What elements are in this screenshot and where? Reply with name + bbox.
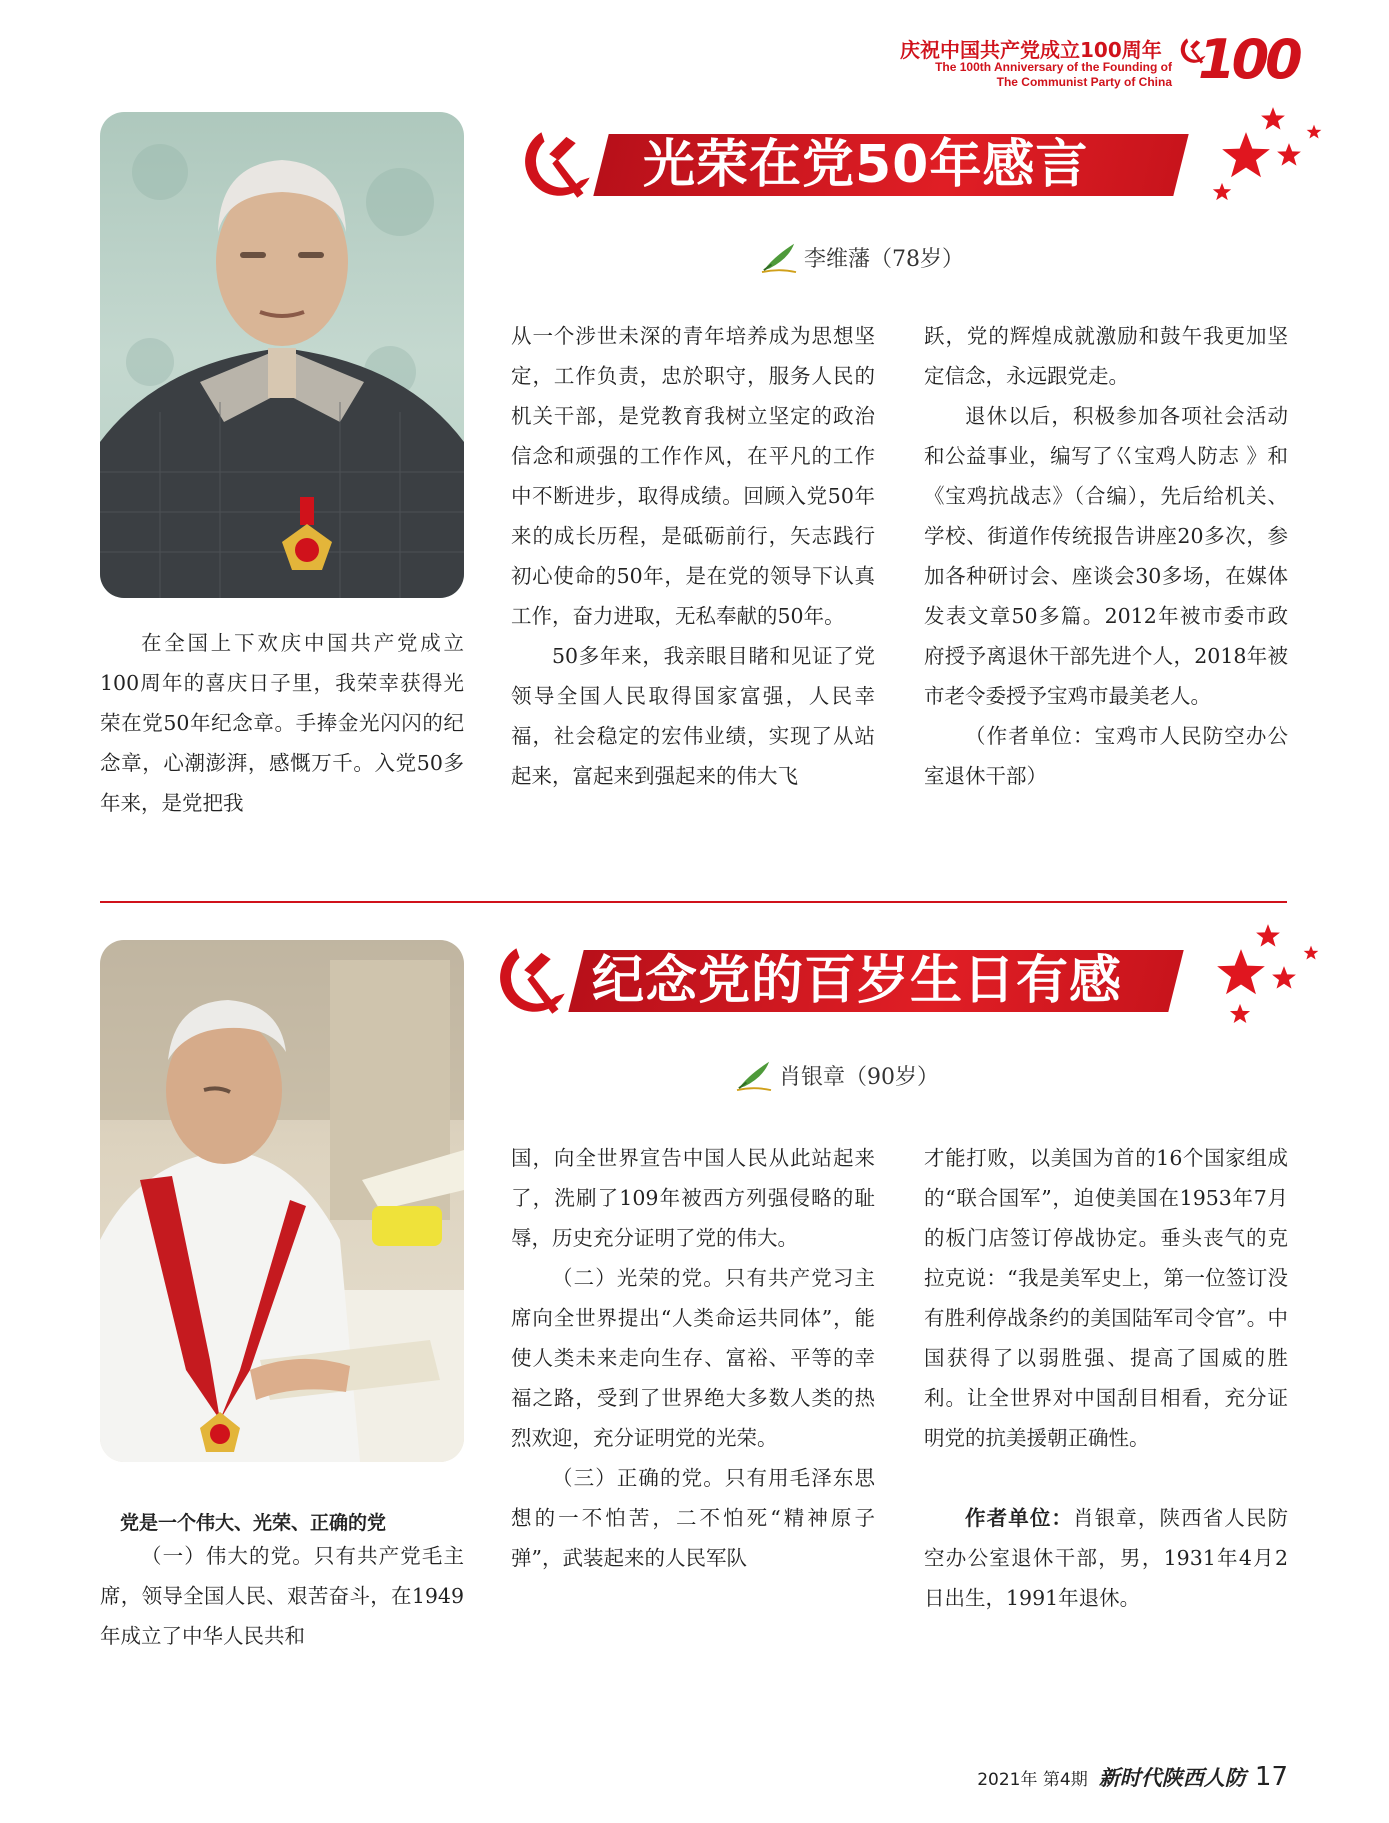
- star-cluster-icon: [1205, 915, 1325, 1035]
- paragraph: 才能打败，以美国为首的16个国家组成的“联合国军”，迫使美国在1953年7月的板门店签订停战协定。垂头丧气的克拉克说：“我是美军史上，第一位签订没有胜利停战条约的美国陆军司令官”。中国获得了以弱胜强、提高了国威的胜利。让全世界对中国刮目相看，充分证明党的抗美援朝正确性。: [924, 1146, 1288, 1450]
- article1-byline: [760, 240, 964, 274]
- article1-column-1: [100, 623, 464, 823]
- paragraph: （三）正确的党。只有用毛泽东思想的一不怕苦，二不怕死“精神原子弹”，武装起来的人民军队: [511, 1466, 875, 1570]
- paragraph: （一）伟大的党。只有共产党毛主席，领导全国人民、艰苦奋斗，在1949年成立了中华人民共和: [100, 1544, 464, 1648]
- article2-title-banner: [490, 940, 1210, 1022]
- centenary-logo: [1178, 28, 1299, 91]
- header-title-en-line2: The Communist Party of China: [996, 75, 1172, 89]
- portrait-illustration: [100, 112, 464, 598]
- author-affiliation-text: 肖银章，陕西省人民防空办公室退休干部，男，1931年4月2日出生，1991年退休。: [924, 1506, 1289, 1610]
- paragraph: 跃，党的辉煌成就激励和鼓午我更加坚定信念，永远跟党走。: [924, 324, 1288, 388]
- paragraph: 从一个涉世未深的青年培养成为思想坚定，工作负责，忠於职守，服务人民的机关干部，是党教育我树立坚定的政治信念和顽强的工作作风，在平凡的工作中不断进步，取得成绩。回顾入党50年来的成长历程，是砥砺前行，矢志践行初心使命的50年，是在党的领导下认真工作，奋力进取，无私奉献的50年。: [511, 324, 875, 628]
- paragraph: （二）光荣的党。只有共产党习主席向全世界提出“人类命运共同体”，能使人类未来走向生存、富裕、平等的幸福之路，受到了世界绝大多数人类的热烈欢迎，充分证明党的光荣。: [511, 1266, 875, 1450]
- magazine-name: 新时代陕西人防: [1098, 1765, 1246, 1790]
- paragraph: 在全国上下欢庆中国共产党成立100周年的喜庆日子里，我荣幸获得光荣在党50年纪念章。手捧金光闪闪的纪念章，心潮澎湃，感慨万千。入党50多年来，是党把我: [100, 631, 464, 815]
- article2-column-1: [100, 1536, 464, 1656]
- hammer-sickle-icon: [515, 126, 599, 204]
- article1-column-2: [511, 316, 875, 796]
- header-title-en: [885, 60, 1172, 90]
- article2-column-3: [924, 1138, 1288, 1618]
- article1-title-banner: [515, 124, 1215, 206]
- author-affiliation: [924, 1498, 1288, 1618]
- article2-title: 纪念党的百岁生日有感: [592, 951, 1123, 1011]
- header-title-en-line1: The 100th Anniversary of the Founding of: [935, 60, 1172, 74]
- author-photo-xiao-yinzhang: [100, 940, 464, 1462]
- author-photo-li-weifan: [100, 112, 464, 598]
- page-number: 17: [1254, 1762, 1288, 1792]
- portrait-illustration: [100, 940, 464, 1462]
- author-affiliation-label: 作者单位：: [965, 1506, 1074, 1530]
- page-footer: [960, 1762, 1288, 1792]
- article1-title: 光荣在党50年感言: [643, 135, 1089, 195]
- author-affiliation: （作者单位：宝鸡市人民防空办公室退休干部）: [924, 724, 1288, 788]
- article2-subheading: 党是一个伟大、光荣、正确的党: [120, 1512, 387, 1534]
- paragraph: 国，向全世界宣告中国人民从此站起来了，洗刷了109年被西方列强侵略的耻辱，历史充分证明了党的伟大。: [511, 1146, 875, 1250]
- quill-pen-icon: [735, 1058, 773, 1092]
- paragraph: 退休以后，积极参加各项社会活动和公益事业，编写了巜宝鸡人防志 》和《宝鸡抗战志》（合编），先后给机关、学校、街道作传统报告讲座20多次，参加各种研讨会、座谈会30多场，在媒体发表文章50多篇。2012年被市委市政府授予离退休干部先进个人，2018年被市老令委授予宝鸡市最美老人。: [924, 404, 1288, 708]
- centenary-logo-number: 100: [1198, 28, 1299, 91]
- star-cluster-icon: [1210, 98, 1330, 218]
- article2-author: 肖银章（90岁）: [779, 1064, 939, 1090]
- paragraph: 50多年来，我亲眼目睹和见证了党领导全国人民取得国家富强，人民幸福，社会稳定的宏伟业绩，实现了从站起来，富起来到强起来的伟大飞: [511, 644, 875, 788]
- header-title-cn: 庆祝中国共产党成立100周年: [900, 38, 1162, 62]
- issue-number: 2021年 第4期: [977, 1770, 1088, 1790]
- article1-author: 李维藩（78岁）: [804, 246, 964, 272]
- quill-pen-icon: [760, 240, 798, 274]
- article2-column-2: [511, 1138, 875, 1578]
- section-divider: [100, 901, 1287, 903]
- article1-column-3: [924, 316, 1288, 796]
- hammer-sickle-icon: [490, 942, 574, 1020]
- article2-byline: [735, 1058, 939, 1092]
